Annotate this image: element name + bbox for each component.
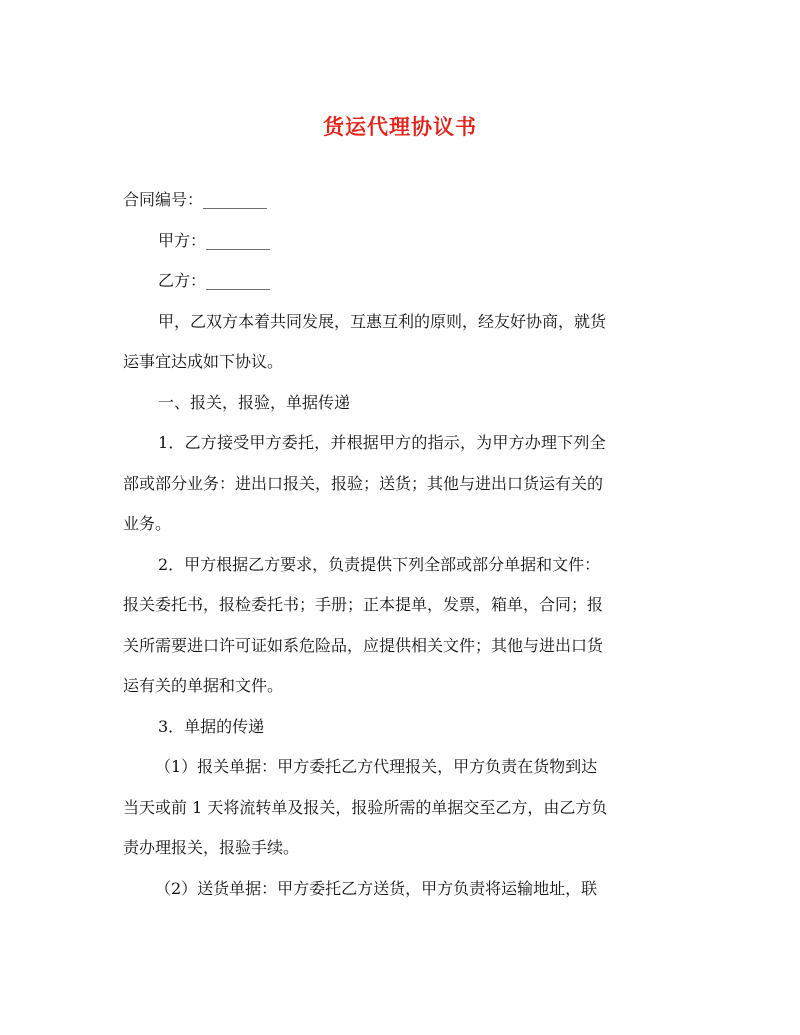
clause-2-line-3: 关所需要进口许可证如系危险品，应提供相关文件；其他与进出口货 xyxy=(123,635,604,655)
document-body xyxy=(123,180,677,909)
clause-3-2-line-1: （2）送货单据：甲方委托乙方送货，甲方负责将运输地址，联 xyxy=(155,878,598,898)
party-a-line: 甲方：________ xyxy=(158,230,271,250)
clause-1-line-1: 1．乙方接受甲方委托，并根据甲方的指示，为甲方办理下列全 xyxy=(158,433,606,452)
clause-3-heading: 3．单据的传递 xyxy=(158,716,265,736)
clause-1-line-2: 部或部分业务：进出口报关，报验；送货；其他与进出口货运有关的 xyxy=(123,473,604,493)
clause-3-1-line-1: （1）报关单据：甲方委托乙方代理报关，甲方负责在货物到达 xyxy=(155,757,598,776)
clause-1-line-3: 业务。 xyxy=(123,514,172,533)
contract-number-line: 合同编号：________ xyxy=(123,190,268,209)
clause-3-1-line-3: 责办理报关，报验手续。 xyxy=(123,838,300,857)
clause-2-line-1: 2．甲方根据乙方要求，负责提供下列全部或部分单据和文件： xyxy=(158,554,601,574)
preamble-line-2: 运事宜达成如下协议。 xyxy=(123,352,284,371)
clause-3-1-line-2: 当天或前 1 天将流转单及报关，报验所需的单据交至乙方，由乙方负 xyxy=(123,797,608,817)
preamble-line-1: 甲，乙双方本着共同发展，互惠互利的原则，经友好协商，就货 xyxy=(158,311,607,331)
clause-2-line-2: 报关委托书，报检委托书；手册；正本提单，发票，箱单，合同；报 xyxy=(123,595,604,614)
party-b-line: 乙方：________ xyxy=(158,271,271,290)
document-title: 货运代理协议书 xyxy=(323,114,477,139)
section-heading-1: 一、报关，报验，单据传递 xyxy=(158,392,351,412)
clause-2-line-4: 运有关的单据和文件。 xyxy=(123,676,284,695)
